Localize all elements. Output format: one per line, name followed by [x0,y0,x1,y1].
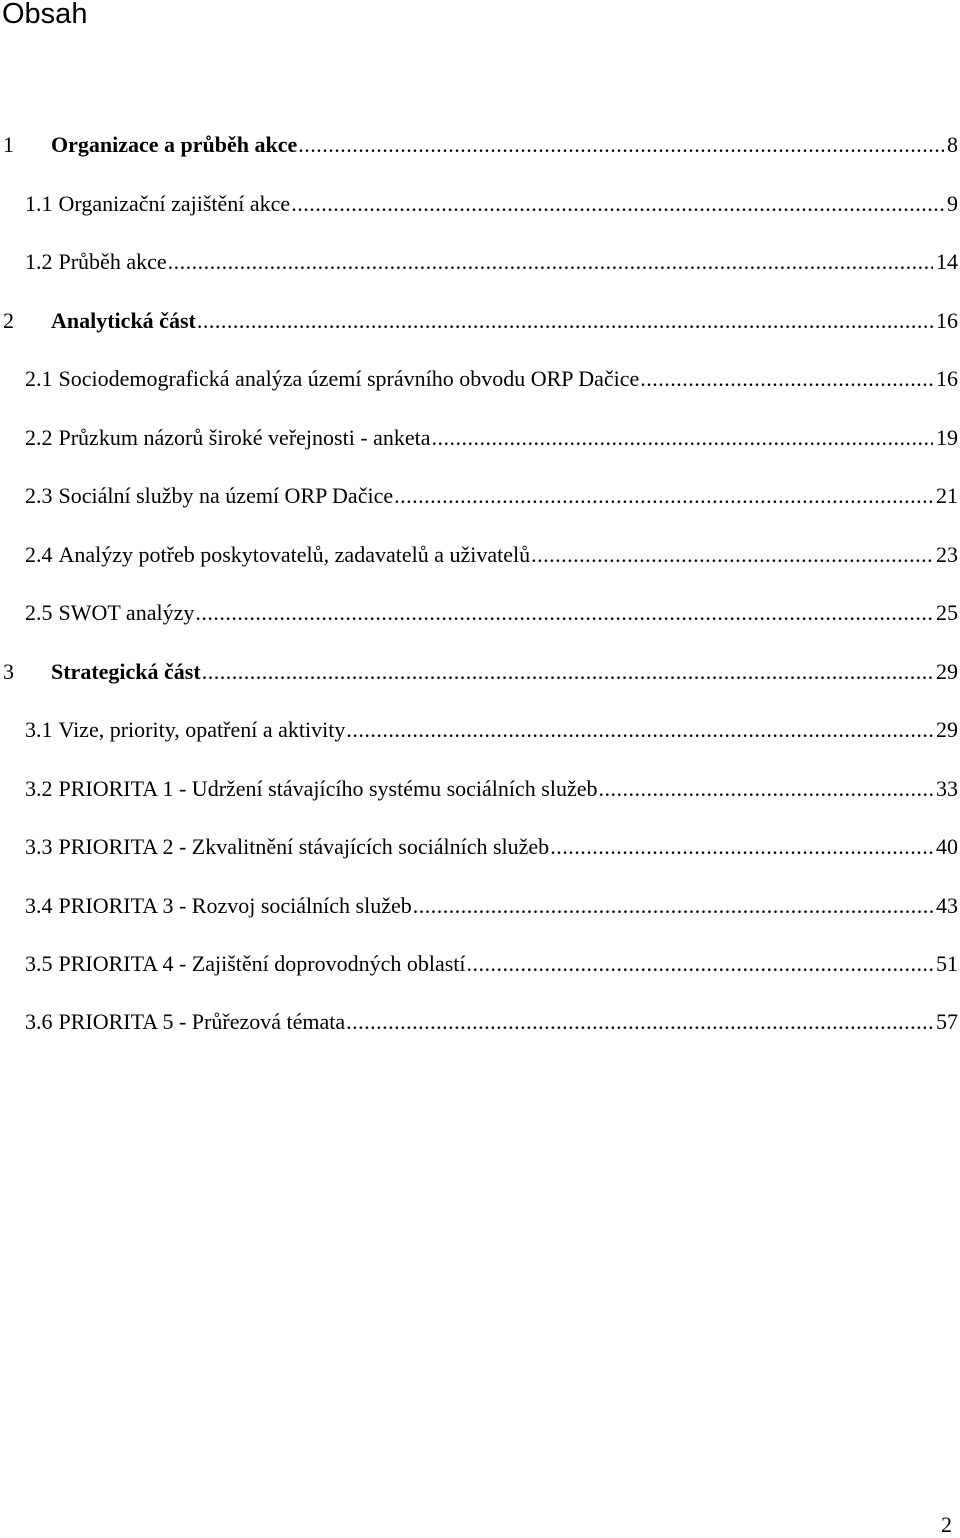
toc-entry-title: Sociální služby na území ORP Dačice [58,483,394,508]
toc-entry-page: 29 [936,659,958,684]
toc-entry-title: Organizace a průběh akce [51,132,298,157]
toc-entry-page: 16 [936,308,958,333]
toc-entry-title: PRIORITA 3 - Rozvoj sociálních služeb [58,893,412,918]
toc-entry[interactable] [25,715,958,745]
toc-entry[interactable] [25,364,958,394]
toc-entry-page: 14 [936,249,958,274]
toc-dot-leader [197,306,933,336]
toc-entry[interactable] [25,481,958,511]
toc-entry-number: 3.6 [25,1009,53,1034]
toc-dot-leader [413,891,933,921]
toc-entry-title: SWOT analýzy [58,600,195,625]
toc-entry[interactable] [25,774,958,804]
toc-entry-page: 8 [947,132,958,157]
toc-entry-title: PRIORITA 1 - Udržení stávajícího systému sociálních služeb [58,776,598,801]
toc-entry-title: PRIORITA 4 - Zajištění doprovodných oblastí [58,951,466,976]
toc-dot-leader [550,832,933,862]
toc-entry-number: 2.5 [25,600,53,625]
toc-entry-title: Organizační zajištění akce [58,191,291,216]
toc-dot-leader [467,949,933,979]
toc-entry-number: 3.5 [25,951,53,976]
toc-entry[interactable] [25,949,958,979]
toc-entry-title: Průběh akce [58,249,167,274]
toc-entry-number: 3.3 [25,834,53,859]
toc-entry-page: 21 [936,483,958,508]
toc-dot-leader [394,481,933,511]
toc-entry-number: 2.1 [25,366,53,391]
toc-entry-title: Vize, priority, opatření a aktivity [58,717,346,742]
toc-dot-leader [598,774,933,804]
toc-entry[interactable] [25,189,958,219]
toc-dot-leader [640,364,933,394]
toc-entry-title: Analytická část [51,308,196,333]
toc-entry[interactable] [3,657,958,687]
toc-dot-leader [346,715,933,745]
toc-heading: Obsah [2,0,88,30]
toc-entry-page: 9 [947,191,958,216]
toc-entry-number: 2 [3,308,14,333]
toc-entry-page: 51 [936,951,958,976]
toc-entry-page: 40 [936,834,958,859]
toc-entry-page: 29 [936,717,958,742]
toc-entry-number: 2.3 [25,483,53,508]
toc-entry-title: PRIORITA 5 - Průřezová témata [58,1009,346,1034]
toc-entry[interactable] [25,1007,958,1037]
toc-entry-page: 23 [936,542,958,567]
toc-dot-leader [531,540,933,570]
toc-dot-leader [202,657,933,687]
toc-entry-number: 1.2 [25,249,53,274]
toc-entry-title: Analýzy potřeb poskytovatelů, zadavatelů a uživatelů [58,542,531,567]
toc-entry-page: 33 [936,776,958,801]
toc-entry-page: 19 [936,425,958,450]
toc-entry-page: 43 [936,893,958,918]
toc-entry-number: 3 [3,659,14,684]
toc-entry-number: 3.4 [25,893,53,918]
toc-entry-title: Sociodemografická analýza území správního obvodu ORP Dačice [58,366,640,391]
toc-entry-page: 25 [936,600,958,625]
toc-entry-number: 1 [3,132,14,157]
toc-dot-leader [195,598,933,628]
toc-entry[interactable] [25,598,958,628]
toc-entry-number: 3.2 [25,776,53,801]
toc-entry[interactable] [25,832,958,862]
toc-entry[interactable] [25,540,958,570]
toc-entry-title: Průzkum názorů široké veřejnosti - anketa [58,425,431,450]
toc-entry[interactable] [25,423,958,453]
toc-entry-page: 57 [936,1009,958,1034]
toc-entry[interactable] [3,306,958,336]
toc-dot-leader [432,423,933,453]
toc-entry[interactable] [3,130,958,160]
page-number: 2 [941,1512,952,1537]
toc-entry-number: 1.1 [25,191,53,216]
toc-entry[interactable] [25,247,958,277]
toc-entry-number: 3.1 [25,717,53,742]
toc-entry-page: 16 [936,366,958,391]
toc-dot-leader [168,247,933,277]
toc-dot-leader [298,130,944,160]
toc-entry-number: 2.2 [25,425,53,450]
toc-entry[interactable] [25,891,958,921]
toc-dot-leader [346,1007,933,1037]
toc-dot-leader [291,189,944,219]
toc-entry-title: Strategická část [51,659,201,684]
toc-entry-number: 2.4 [25,542,53,567]
toc-entry-title: PRIORITA 2 - Zkvalitnění stávajících sociálních služeb [58,834,550,859]
